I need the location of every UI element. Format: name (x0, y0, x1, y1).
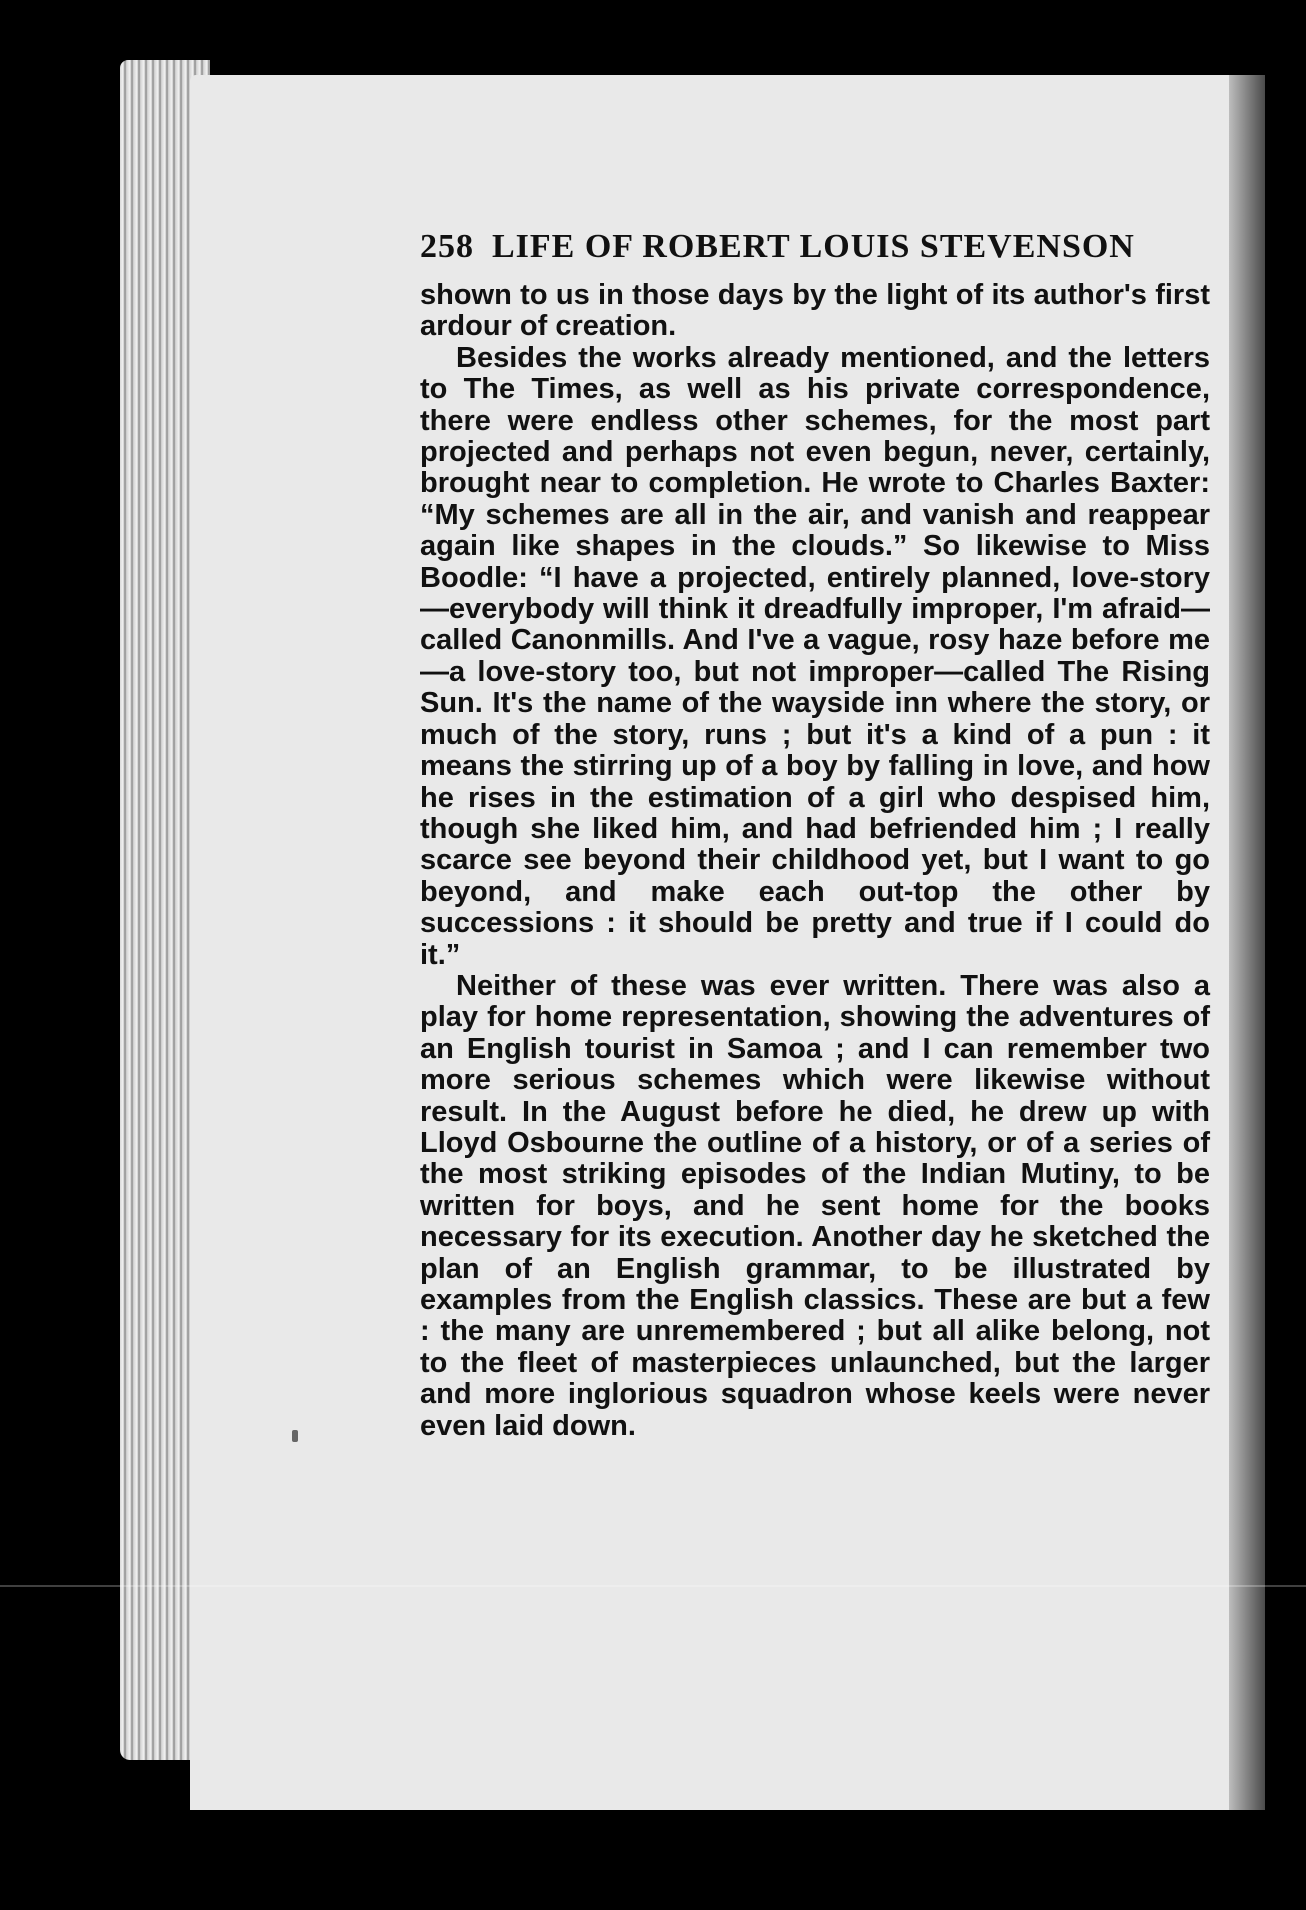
scan-line (0, 1585, 1306, 1587)
page-binding-shadow (1229, 75, 1265, 1810)
paragraph-neither: Neither of these was ever written. There was also a play for home representation, showing the adventures of an English tourist in Samoa ; and I can remember two more serious schemes which were likewise without result. In the August before he died, he drew up with Lloyd Osbourne the outline of a history, or of a series of the most striking episodes of the Indian Mutiny, to be written for boys, and he sent home for the books necessary for its execution. Another day he sketched the plan of an English grammar, to be illustrated by examples from the English classics. These are but a few : the many are unremembered ; but all alike belong, not to the fleet of masterpieces unlaunched, but the larger and more inglorious squadron whose keels were never even laid down. (420, 969, 1210, 1442)
page-body (420, 280, 1210, 1442)
scan-artifact (292, 1430, 298, 1442)
running-head (420, 228, 1180, 266)
paragraph-schemes: Besides the works already mentioned, and the letters to The Times, as well as his private correspondence, there were endless other schemes, for the most part projected and perhaps not even begun, never, certainly, brought near to completion. He wrote to Charles Baxter: “My schemes are all in the air, and vanish and reappear again like shapes in the clouds.” So likewise to Miss Boodle: “I have a projected, entirely planned, love-story—everybody will think it dreadfully improper, I'm afraid—called Canonmills. And I've a vague, rosy haze before me—a love-story too, but not improper—called The Rising Sun. It's the name of the wayside inn where the story, or much of the story, runs ; but it's a kind of a pun : it means the stirring up of a boy by falling in love, and how he rises in the estimation of a girl who despised him, though she liked him, and had befriended him ; I really scarce see beyond their childhood yet, but I want to go beyond, and make each out-top the other by successions : it should be pretty and true if I could do it.” (420, 341, 1210, 971)
paragraph-continued: shown to us in those days by the light of its author's first ardour of creation. (420, 279, 1210, 343)
book-title: LIFE OF ROBERT LOUIS STEVENSON (492, 228, 1135, 265)
page-number: 258 (420, 228, 474, 265)
